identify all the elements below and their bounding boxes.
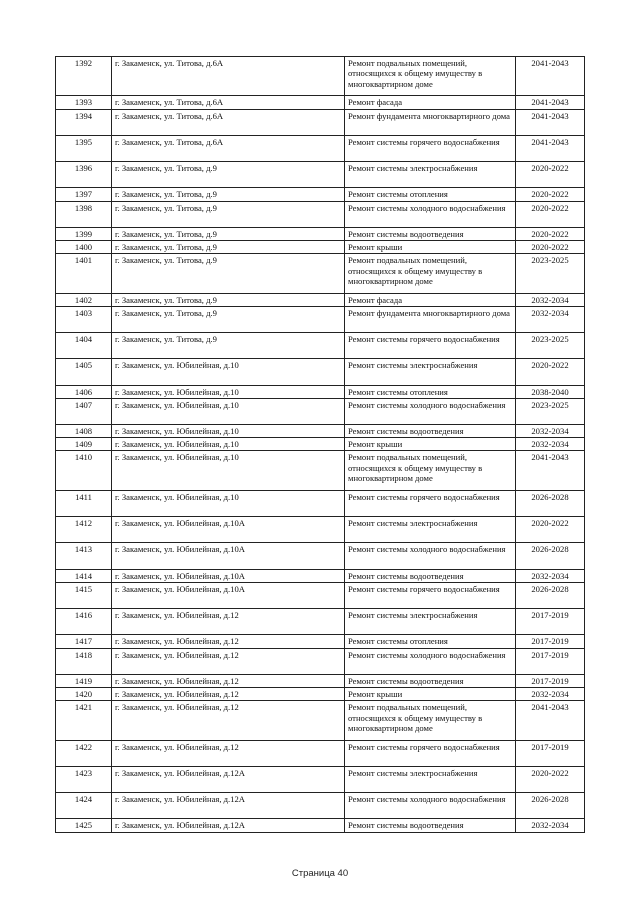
row-work-type: Ремонт системы горячего водоснабжения — [345, 490, 516, 516]
table-row — [56, 543, 585, 569]
row-work-type: Ремонт подвальных помещений, относящихся к общему имуществу в многоквартирном доме — [345, 701, 516, 740]
table-row — [56, 793, 585, 819]
row-address: г. Закаменск, ул. Титова, д.9 — [112, 306, 345, 332]
row-period: 2032-2034 — [516, 425, 585, 438]
row-number: 1404 — [56, 333, 112, 359]
table-body — [56, 57, 585, 833]
row-period: 2020-2022 — [516, 359, 585, 385]
row-address: г. Закаменск, ул. Юбилейная, д.12 — [112, 674, 345, 687]
row-work-type: Ремонт системы холодного водоснабжения — [345, 793, 516, 819]
table-row — [56, 385, 585, 398]
row-number: 1413 — [56, 543, 112, 569]
table-row — [56, 293, 585, 306]
row-number: 1400 — [56, 241, 112, 254]
row-work-type: Ремонт крыши — [345, 241, 516, 254]
row-period: 2020-2022 — [516, 766, 585, 792]
row-number: 1422 — [56, 740, 112, 766]
row-number: 1395 — [56, 135, 112, 161]
row-work-type: Ремонт подвальных помещений, относящихся к общему имуществу в многоквартирном доме — [345, 254, 516, 293]
row-period: 2020-2022 — [516, 227, 585, 240]
table-row — [56, 254, 585, 293]
row-number: 1402 — [56, 293, 112, 306]
table-row — [56, 648, 585, 674]
row-address: г. Закаменск, ул. Титова, д.6А — [112, 96, 345, 109]
row-period: 2032-2034 — [516, 688, 585, 701]
row-number: 1420 — [56, 688, 112, 701]
row-address: г. Закаменск, ул. Юбилейная, д.10А — [112, 569, 345, 582]
row-number: 1418 — [56, 648, 112, 674]
row-period: 2020-2022 — [516, 188, 585, 201]
row-number: 1399 — [56, 227, 112, 240]
row-number: 1421 — [56, 701, 112, 740]
row-work-type: Ремонт системы отопления — [345, 385, 516, 398]
row-number: 1425 — [56, 819, 112, 832]
table-row — [56, 398, 585, 424]
table-row — [56, 740, 585, 766]
row-address: г. Закаменск, ул. Юбилейная, д.12 — [112, 635, 345, 648]
row-work-type: Ремонт крыши — [345, 438, 516, 451]
row-number: 1396 — [56, 162, 112, 188]
row-address: г. Закаменск, ул. Юбилейная, д.12 — [112, 688, 345, 701]
table-row — [56, 135, 585, 161]
row-number: 1417 — [56, 635, 112, 648]
row-work-type: Ремонт системы отопления — [345, 188, 516, 201]
row-address: г. Закаменск, ул. Юбилейная, д.10 — [112, 385, 345, 398]
row-address: г. Закаменск, ул. Титова, д.9 — [112, 227, 345, 240]
row-number: 1393 — [56, 96, 112, 109]
row-work-type: Ремонт системы холодного водоснабжения — [345, 201, 516, 227]
row-work-type: Ремонт системы водоотведения — [345, 819, 516, 832]
row-address: г. Закаменск, ул. Юбилейная, д.10 — [112, 425, 345, 438]
table-row — [56, 701, 585, 740]
row-period: 2032-2034 — [516, 819, 585, 832]
row-work-type: Ремонт системы горячего водоснабжения — [345, 582, 516, 608]
table-row — [56, 819, 585, 832]
row-period: 2032-2034 — [516, 306, 585, 332]
table-row — [56, 201, 585, 227]
row-work-type: Ремонт системы электроснабжения — [345, 162, 516, 188]
row-address: г. Закаменск, ул. Титова, д.9 — [112, 293, 345, 306]
row-address: г. Закаменск, ул. Юбилейная, д.12 — [112, 701, 345, 740]
row-work-type: Ремонт фасада — [345, 96, 516, 109]
row-address: г. Закаменск, ул. Юбилейная, д.12А — [112, 819, 345, 832]
row-period: 2023-2025 — [516, 398, 585, 424]
table-row — [56, 333, 585, 359]
row-period: 2020-2022 — [516, 241, 585, 254]
row-number: 1401 — [56, 254, 112, 293]
capital-repair-table — [55, 56, 585, 833]
row-work-type: Ремонт системы горячего водоснабжения — [345, 333, 516, 359]
row-number: 1397 — [56, 188, 112, 201]
row-period: 2017-2019 — [516, 648, 585, 674]
row-number: 1392 — [56, 57, 112, 96]
row-address: г. Закаменск, ул. Титова, д.9 — [112, 162, 345, 188]
row-period: 2020-2022 — [516, 201, 585, 227]
table-row — [56, 674, 585, 687]
row-work-type: Ремонт системы холодного водоснабжения — [345, 543, 516, 569]
row-period: 2032-2034 — [516, 569, 585, 582]
row-period: 2041-2043 — [516, 451, 585, 490]
row-address: г. Закаменск, ул. Титова, д.6А — [112, 57, 345, 96]
row-period: 2041-2043 — [516, 57, 585, 96]
row-period: 2017-2019 — [516, 635, 585, 648]
row-work-type: Ремонт системы горячего водоснабжения — [345, 740, 516, 766]
row-number: 1403 — [56, 306, 112, 332]
row-address: г. Закаменск, ул. Титова, д.9 — [112, 188, 345, 201]
row-work-type: Ремонт системы водоотведения — [345, 425, 516, 438]
table-row — [56, 438, 585, 451]
row-period: 2038-2040 — [516, 385, 585, 398]
row-number: 1406 — [56, 385, 112, 398]
row-number: 1414 — [56, 569, 112, 582]
row-number: 1423 — [56, 766, 112, 792]
row-work-type: Ремонт фасада — [345, 293, 516, 306]
row-work-type: Ремонт системы холодного водоснабжения — [345, 648, 516, 674]
row-number: 1411 — [56, 490, 112, 516]
row-period: 2020-2022 — [516, 162, 585, 188]
row-address: г. Закаменск, ул. Юбилейная, д.10А — [112, 543, 345, 569]
row-address: г. Закаменск, ул. Юбилейная, д.12 — [112, 648, 345, 674]
row-work-type: Ремонт фундамента многоквартирного дома — [345, 109, 516, 135]
row-number: 1408 — [56, 425, 112, 438]
row-work-type: Ремонт системы водоотведения — [345, 569, 516, 582]
table-row — [56, 162, 585, 188]
row-work-type: Ремонт системы водоотведения — [345, 227, 516, 240]
row-number: 1410 — [56, 451, 112, 490]
row-address: г. Закаменск, ул. Юбилейная, д.10А — [112, 517, 345, 543]
row-address: г. Закаменск, ул. Титова, д.9 — [112, 241, 345, 254]
table-row — [56, 490, 585, 516]
row-work-type: Ремонт системы электроснабжения — [345, 609, 516, 635]
row-period: 2023-2025 — [516, 333, 585, 359]
page-number: Страница 40 — [291, 868, 349, 879]
row-work-type: Ремонт системы отопления — [345, 635, 516, 648]
row-work-type: Ремонт системы водоотведения — [345, 674, 516, 687]
table-row — [56, 609, 585, 635]
row-address: г. Закаменск, ул. Титова, д.9 — [112, 201, 345, 227]
row-number: 1415 — [56, 582, 112, 608]
table-row — [56, 188, 585, 201]
table-row — [56, 306, 585, 332]
row-work-type: Ремонт системы холодного водоснабжения — [345, 398, 516, 424]
table-row — [56, 766, 585, 792]
row-number: 1424 — [56, 793, 112, 819]
row-number: 1416 — [56, 609, 112, 635]
row-address: г. Закаменск, ул. Юбилейная, д.12А — [112, 793, 345, 819]
row-number: 1407 — [56, 398, 112, 424]
row-number: 1419 — [56, 674, 112, 687]
row-work-type: Ремонт фундамента многоквартирного дома — [345, 306, 516, 332]
table-row — [56, 425, 585, 438]
row-period: 2026-2028 — [516, 582, 585, 608]
row-work-type: Ремонт крыши — [345, 688, 516, 701]
row-address: г. Закаменск, ул. Юбилейная, д.12А — [112, 766, 345, 792]
row-period: 2017-2019 — [516, 674, 585, 687]
row-period: 2023-2025 — [516, 254, 585, 293]
row-period: 2041-2043 — [516, 109, 585, 135]
row-work-type: Ремонт системы горячего водоснабжения — [345, 135, 516, 161]
row-address: г. Закаменск, ул. Титова, д.6А — [112, 135, 345, 161]
table-row — [56, 569, 585, 582]
table-row — [56, 688, 585, 701]
row-number: 1405 — [56, 359, 112, 385]
row-work-type: Ремонт системы электроснабжения — [345, 517, 516, 543]
row-work-type: Ремонт подвальных помещений, относящихся к общему имуществу в многоквартирном доме — [345, 451, 516, 490]
row-period: 2041-2043 — [516, 135, 585, 161]
row-period: 2017-2019 — [516, 609, 585, 635]
row-work-type: Ремонт системы электроснабжения — [345, 766, 516, 792]
row-period: 2020-2022 — [516, 517, 585, 543]
row-period: 2041-2043 — [516, 96, 585, 109]
table-row — [56, 227, 585, 240]
row-address: г. Закаменск, ул. Юбилейная, д.12 — [112, 740, 345, 766]
table-row — [56, 57, 585, 96]
row-period: 2041-2043 — [516, 701, 585, 740]
row-period: 2026-2028 — [516, 543, 585, 569]
row-period: 2026-2028 — [516, 793, 585, 819]
row-period: 2032-2034 — [516, 438, 585, 451]
table-row — [56, 359, 585, 385]
row-period: 2032-2034 — [516, 293, 585, 306]
table-row — [56, 451, 585, 490]
row-number: 1409 — [56, 438, 112, 451]
table-row — [56, 109, 585, 135]
row-address: г. Закаменск, ул. Титова, д.6А — [112, 109, 345, 135]
row-address: г. Закаменск, ул. Юбилейная, д.10 — [112, 398, 345, 424]
row-number: 1394 — [56, 109, 112, 135]
row-address: г. Закаменск, ул. Юбилейная, д.10 — [112, 359, 345, 385]
table-row — [56, 241, 585, 254]
table-row — [56, 635, 585, 648]
row-number: 1412 — [56, 517, 112, 543]
row-number: 1398 — [56, 201, 112, 227]
row-address: г. Закаменск, ул. Юбилейная, д.10 — [112, 438, 345, 451]
table-row — [56, 582, 585, 608]
row-address: г. Закаменск, ул. Титова, д.9 — [112, 254, 345, 293]
row-address: г. Закаменск, ул. Юбилейная, д.10 — [112, 490, 345, 516]
row-work-type: Ремонт системы электроснабжения — [345, 359, 516, 385]
table-row — [56, 96, 585, 109]
row-period: 2017-2019 — [516, 740, 585, 766]
row-work-type: Ремонт подвальных помещений, относящихся к общему имуществу в многоквартирном доме — [345, 57, 516, 96]
table-row — [56, 517, 585, 543]
row-address: г. Закаменск, ул. Юбилейная, д.12 — [112, 609, 345, 635]
row-address: г. Закаменск, ул. Юбилейная, д.10 — [112, 451, 345, 490]
row-period: 2026-2028 — [516, 490, 585, 516]
row-address: г. Закаменск, ул. Титова, д.9 — [112, 333, 345, 359]
row-address: г. Закаменск, ул. Юбилейная, д.10А — [112, 582, 345, 608]
